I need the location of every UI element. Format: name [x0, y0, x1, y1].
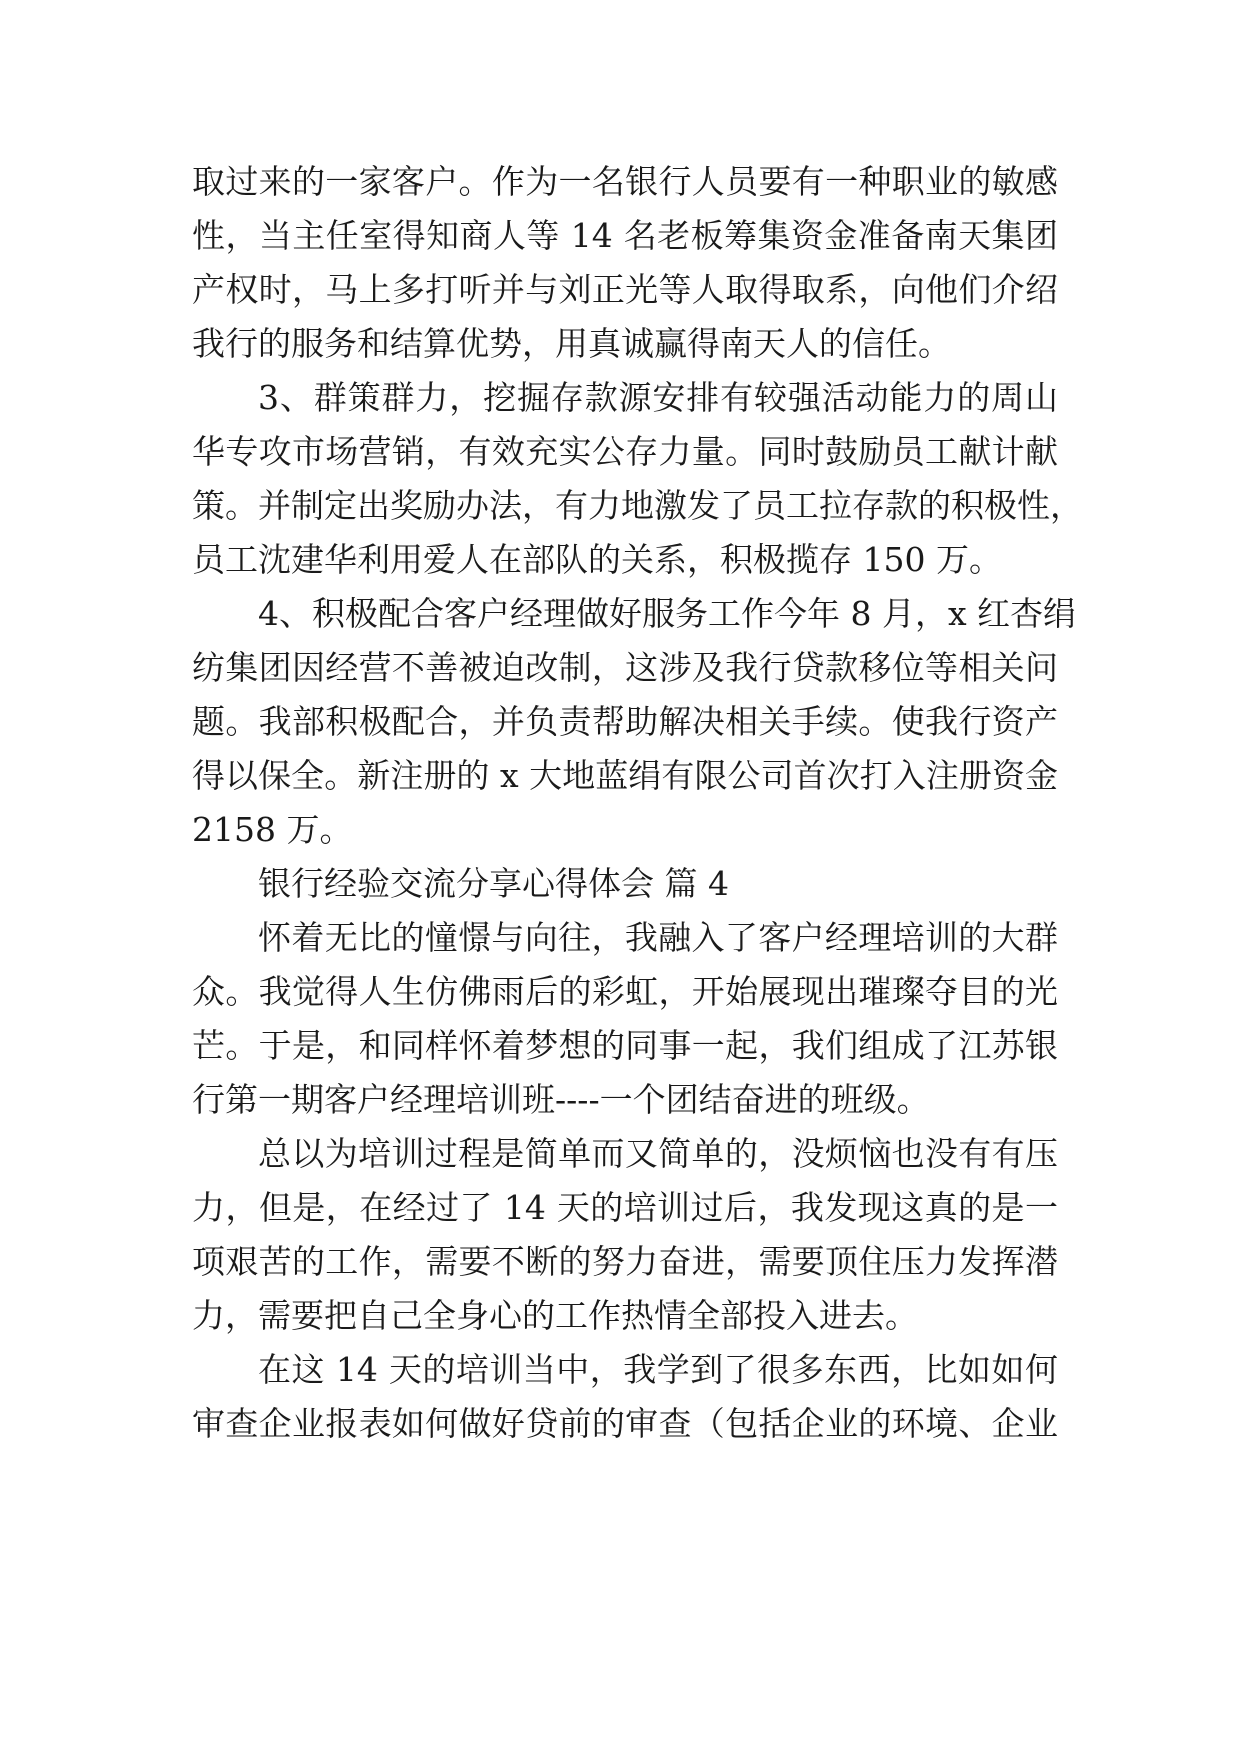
- section-heading: 银行经验交流分享心得体会 篇 4: [258, 864, 729, 903]
- text-line: 2158 万。: [192, 810, 353, 849]
- text-line: 华专攻市场营销，有效充实公存力量。同时鼓励员工献计献: [192, 432, 1058, 471]
- text-line: 行第一期客户经理培训班----一个团结奋进的班级。: [192, 1080, 930, 1119]
- text-line: 力，需要把自己全身心的工作热情全部投入进去。: [192, 1296, 918, 1335]
- text-line: 员工沈建华利用爱人在部队的关系，积极揽存 150 万。: [192, 540, 1002, 579]
- text-line: 4、积极配合客户经理做好服务工作今年 8 月，x 红杏绢: [258, 594, 1077, 633]
- text-line: 芒。于是，和同样怀着梦想的同事一起，我们组成了江苏银: [192, 1026, 1058, 1065]
- text-line: 审查企业报表如何做好贷前的审查（包括企业的环境、企业: [192, 1404, 1058, 1443]
- text-line: 产权时，马上多打听并与刘正光等人取得取系，向他们介绍: [192, 270, 1058, 309]
- text-line: 我行的服务和结算优势，用真诚赢得南天人的信任。: [192, 324, 951, 363]
- text-line: 取过来的一家客户。作为一名银行人员要有一种职业的敏感: [192, 162, 1058, 201]
- text-line: 3、群策群力，挖掘存款源安排有较强活动能力的周山: [258, 378, 1058, 417]
- text-line: 性，当主任室得知商人等 14 名老板筹集资金准备南天集团: [192, 216, 1058, 255]
- text-line: 力，但是，在经过了 14 天的培训过后，我发现这真的是一: [192, 1188, 1058, 1227]
- text-line: 得以保全。新注册的 x 大地蓝绢有限公司首次打入注册资金: [192, 756, 1058, 795]
- text-line: 在这 14 天的培训当中，我学到了很多东西，比如如何: [258, 1350, 1058, 1389]
- text-line: 纺集团因经营不善被迫改制，这涉及我行贷款移位等相关问: [192, 648, 1058, 687]
- text-line: 总以为培训过程是简单而又简单的，没烦恼也没有有压: [258, 1134, 1058, 1173]
- text-line: 题。我部积极配合，并负责帮助解决相关手续。使我行资产: [192, 702, 1058, 741]
- text-line: 项艰苦的工作，需要不断的努力奋进，需要顶住压力发挥潜: [192, 1242, 1058, 1281]
- text-line: 策。并制定出奖励办法，有力地激发了员工拉存款的积极性，: [192, 486, 1083, 525]
- text-line: 众。我觉得人生仿佛雨后的彩虹，开始展现出璀璨夺目的光: [192, 972, 1058, 1011]
- text-line: 怀着无比的憧憬与向往，我融入了客户经理培训的大群: [258, 918, 1058, 957]
